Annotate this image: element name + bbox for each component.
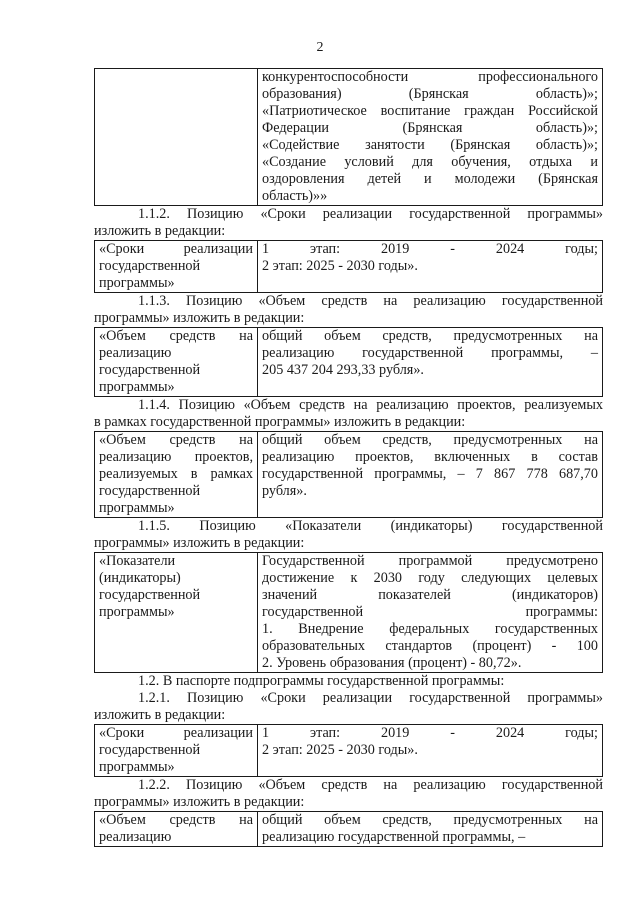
table-value-cell: [258, 553, 603, 673]
passport-table: [94, 68, 603, 206]
text-line: «Содействие занятости (Брянская область)»;: [262, 137, 598, 153]
text-line: реализацию государственной программы, –: [262, 345, 598, 361]
text-line: «Объем средств на: [99, 812, 253, 828]
text-line: 1 этап: 2019 - 2024 годы;: [262, 725, 598, 741]
text-line: 2 этап: 2025 - 2030 годы».: [262, 742, 418, 758]
text-line: 205 437 204 293,33 рубля».: [262, 362, 424, 378]
text-line: Государственной программой предусмотрено: [262, 553, 598, 569]
paragraph: [94, 293, 603, 327]
text-line: образования) (Брянская область)»;: [262, 86, 598, 102]
table-label-cell: [95, 432, 258, 518]
paragraph: [94, 518, 603, 552]
page-number: 2: [316, 40, 324, 55]
text-line: общий объем средств, предусмотренных на: [262, 328, 598, 344]
paragraph-line: 1.1.3. Позицию «Объем средств на реализацию государственной: [138, 293, 603, 309]
table-value-cell: [258, 812, 603, 847]
table-label-cell: [95, 69, 258, 206]
text-line: реализацию проектов,: [99, 449, 253, 465]
passport-table: [94, 327, 603, 397]
paragraph-line: программы» изложить в редакции:: [94, 794, 305, 810]
text-line: область)»»: [262, 188, 328, 204]
paragraph: [94, 206, 603, 240]
text-line: «Показатели: [99, 553, 176, 569]
passport-table: [94, 724, 603, 777]
text-line: государственной: [99, 742, 201, 758]
text-line: государственной: [99, 483, 201, 499]
text-line: программы»: [99, 604, 175, 620]
text-line: государственной: [99, 258, 201, 274]
paragraph: [94, 673, 603, 690]
text-line: реализацию: [99, 345, 172, 361]
table-label-cell: [95, 725, 258, 777]
text-line: конкурентоспособности профессионального: [262, 69, 598, 85]
paragraph-line: в рамках государственной программы» изложить в редакции:: [94, 414, 466, 430]
text-line: «Объем средств на: [99, 432, 253, 448]
table-value-cell: [258, 328, 603, 397]
text-line: государственной программы, – 7 867 778 687,70: [262, 466, 598, 482]
text-line: образовательных стандартов (процент) - 100: [262, 638, 598, 654]
table-value-cell: [258, 432, 603, 518]
paragraph-line: изложить в редакции:: [94, 223, 226, 239]
paragraph-line: программы» изложить в редакции:: [94, 535, 305, 551]
paragraph-line: 1.2. В паспорте подпрограммы государственной программы:: [138, 673, 505, 689]
paragraph-line: 1.2.1. Позицию «Сроки реализации государственной программы»: [138, 690, 603, 706]
text-line: 1 этап: 2019 - 2024 годы;: [262, 241, 598, 257]
text-line: (индикаторы): [99, 570, 181, 586]
paragraph-line: изложить в редакции:: [94, 707, 226, 723]
text-line: «Создание условий для обучения, отдыха и: [262, 154, 598, 170]
text-line: государственной: [99, 362, 201, 378]
document-body: [94, 68, 603, 847]
passport-table: [94, 431, 603, 518]
text-line: значений показателей (индикаторов): [262, 587, 598, 603]
paragraph-line: 1.1.4. Позицию «Объем средств на реализацию проектов, реализуемых: [138, 397, 603, 413]
table-label-cell: [95, 812, 258, 847]
text-line: государственной: [99, 587, 201, 603]
text-line: программы»: [99, 275, 175, 291]
paragraph: [94, 777, 603, 811]
text-line: программы»: [99, 759, 175, 775]
text-line: 2. Уровень образования (процент) - 80,72».: [262, 655, 522, 671]
table-label-cell: [95, 241, 258, 293]
text-line: 1. Внедрение федеральных государственных: [262, 621, 598, 637]
text-line: «Объем средств на: [99, 328, 253, 344]
text-line: реализуемых в рамках: [99, 466, 253, 482]
text-line: «Сроки реализации: [99, 725, 253, 741]
paragraph: [94, 690, 603, 724]
paragraph-line: 1.2.2. Позицию «Объем средств на реализацию государственной: [138, 777, 603, 793]
passport-table: [94, 240, 603, 293]
text-line: «Патриотическое воспитание граждан Российской: [262, 103, 598, 119]
text-line: программы»: [99, 379, 175, 395]
table-value-cell: [258, 241, 603, 293]
text-line: оздоровления детей и молодежи (Брянская: [262, 171, 598, 187]
text-line: программы»: [99, 500, 175, 516]
table-label-cell: [95, 553, 258, 673]
text-line: достижение к 2030 году следующих целевых: [262, 570, 598, 586]
text-line: государственной программы:: [262, 604, 598, 620]
paragraph-line: 1.1.5. Позицию «Показатели (индикаторы) государственной: [138, 518, 603, 534]
text-line: реализацию государственной программы, –: [262, 829, 526, 845]
text-line: Федерации (Брянская область)»;: [262, 120, 598, 136]
text-line: общий объем средств, предусмотренных на: [262, 432, 598, 448]
text-line: «Сроки реализации: [99, 241, 253, 257]
paragraph: [94, 397, 603, 431]
paragraph-line: программы» изложить в редакции:: [94, 310, 305, 326]
text-line: реализацию проектов, включенных в состав: [262, 449, 598, 465]
table-value-cell: [258, 725, 603, 777]
table-label-cell: [95, 328, 258, 397]
text-line: 2 этап: 2025 - 2030 годы».: [262, 258, 418, 274]
text-line: рубля».: [262, 483, 307, 499]
passport-table: [94, 811, 603, 847]
passport-table: [94, 552, 603, 673]
text-line: общий объем средств, предусмотренных на: [262, 812, 598, 828]
paragraph-line: 1.1.2. Позицию «Сроки реализации государственной программы»: [138, 206, 603, 222]
text-line: реализацию: [99, 829, 172, 845]
table-value-cell: [258, 69, 603, 206]
